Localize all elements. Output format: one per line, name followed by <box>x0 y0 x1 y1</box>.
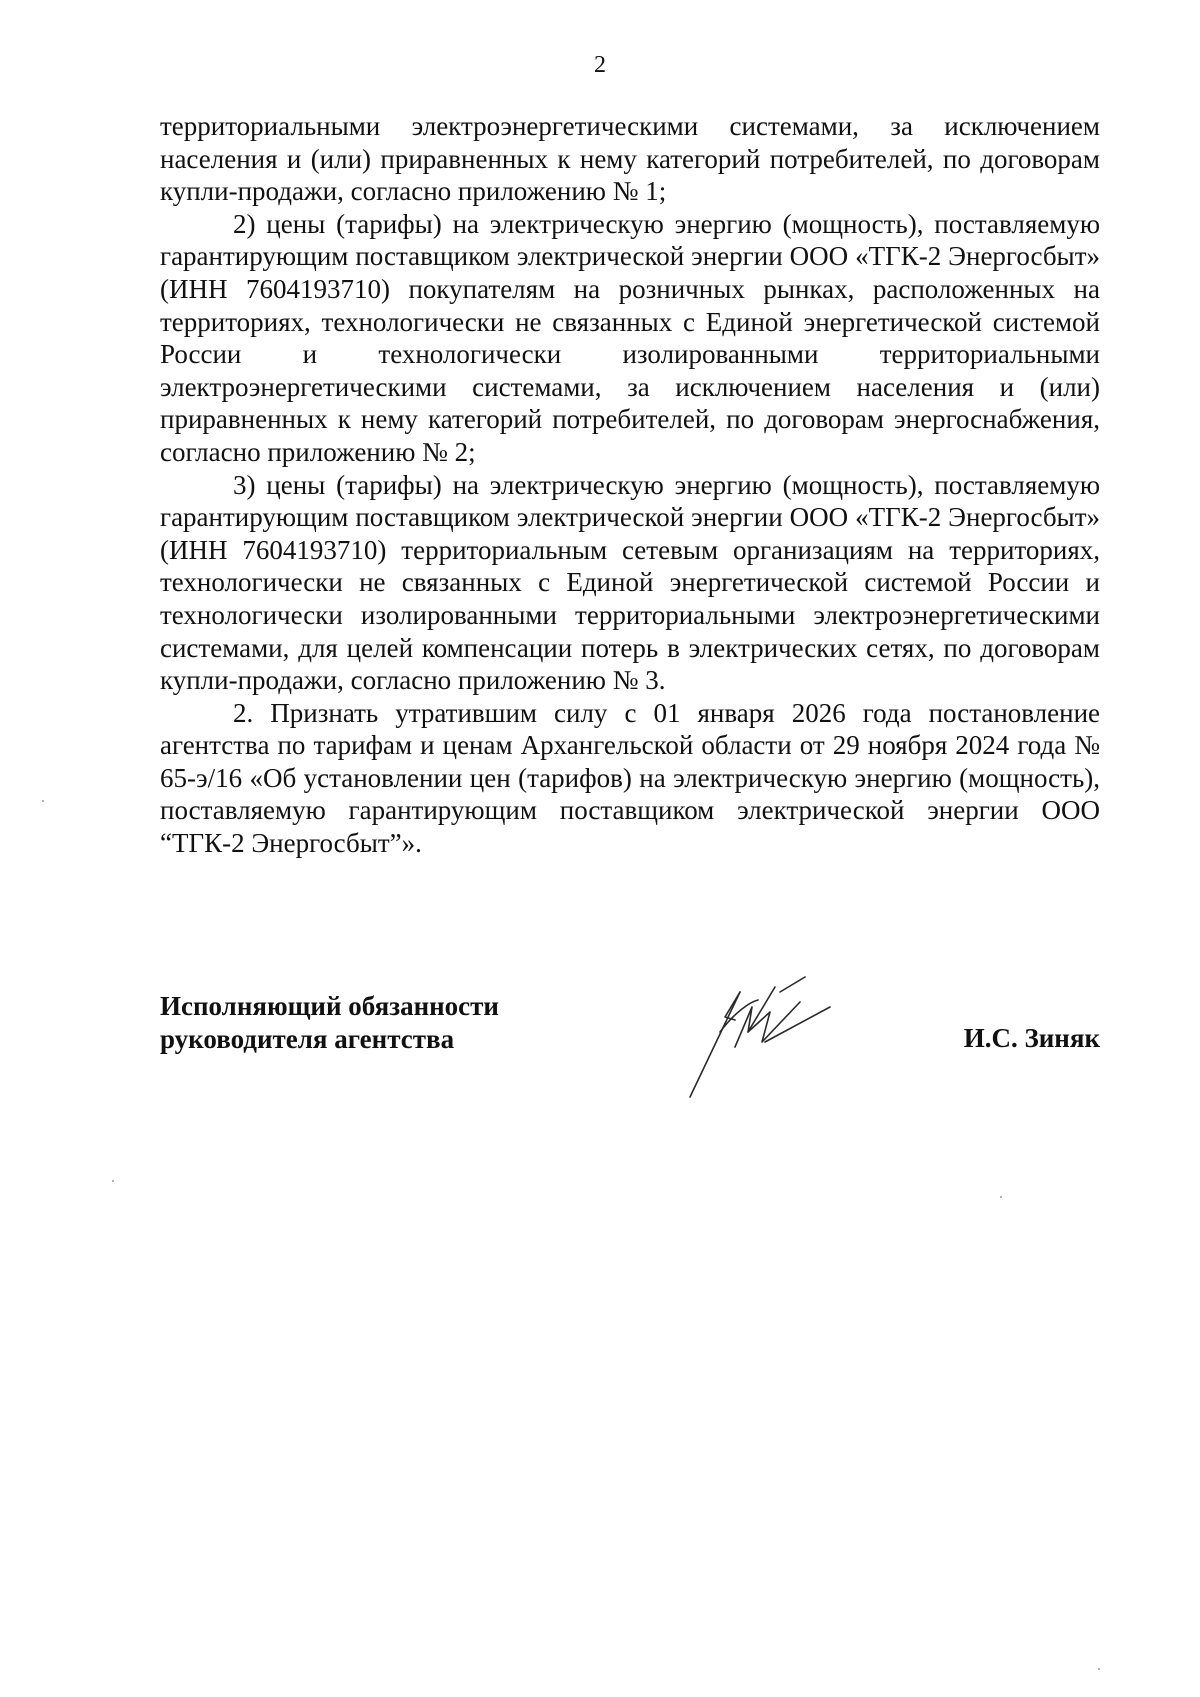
scan-speck <box>112 1180 114 1182</box>
signer-title <box>160 990 499 1055</box>
scan-speck <box>42 800 44 802</box>
handwritten-signature <box>680 972 850 1102</box>
paragraph-item-2: 2) цены (тарифы) на электрическую энергию (мощность), поставляемую гарантирующим поставщиком электрической энергии ООО «ТГК-2 Энергосбыт» (ИНН 7604193710) покупателям на розничных рынках, расположенных на территориях, технологически не связанных с Единой энергетической системой России и технологически изолированными территориальными электроэнергетическими системами, за исключением населения и (или) приравненных к нему категорий потребителей, по договорам энергоснабжения, согласно приложению № 2; <box>160 208 1100 467</box>
paragraph-item-3: 3) цены (тарифы) на электрическую энергию (мощность), поставляемую гарантирующим поставщиком электрической энергии ООО «ТГК-2 Энергосбыт» (ИНН 7604193710) территориальным сетевым организациям на территориях, технологически не связанных с Единой энергетической системой России и технологически изолированными территориальными электроэнергетическими системами, для целей компенсации потерь в электрических сетях, по договорам купли-продажи, согласно приложению № 3. <box>160 469 1100 696</box>
signer-title-line-1: Исполняющий обязанности <box>160 991 499 1021</box>
scan-speck <box>1000 1196 1002 1198</box>
paragraph-clause-2: 2. Признать утратившим силу с 01 января 2026 года постановление агентства по тарифам и ценам Архангельской области от 29 ноября 2024 года № 65-э/16 «Об установлении цен (тарифов) на электрическую энергию (мощность), поставляемую гарантирующим поставщиком электрической энергии ООО “ТГК-2 Энергосбыт”». <box>160 697 1100 859</box>
signer-title-line-2: руководителя агентства <box>160 1023 455 1054</box>
signature-block <box>160 990 1100 1120</box>
page-number: 2 <box>594 52 606 78</box>
document-body <box>160 110 1100 860</box>
paragraph-continuation: территориальными электроэнергетическими системами, за исключением населения и (или) приравненных к нему категорий потребителей, по договорам купли-продажи, согласно приложению № 1; <box>160 111 1100 207</box>
signer-name: И.С. Зиняк <box>963 1023 1100 1053</box>
scan-speck <box>1098 1668 1100 1670</box>
